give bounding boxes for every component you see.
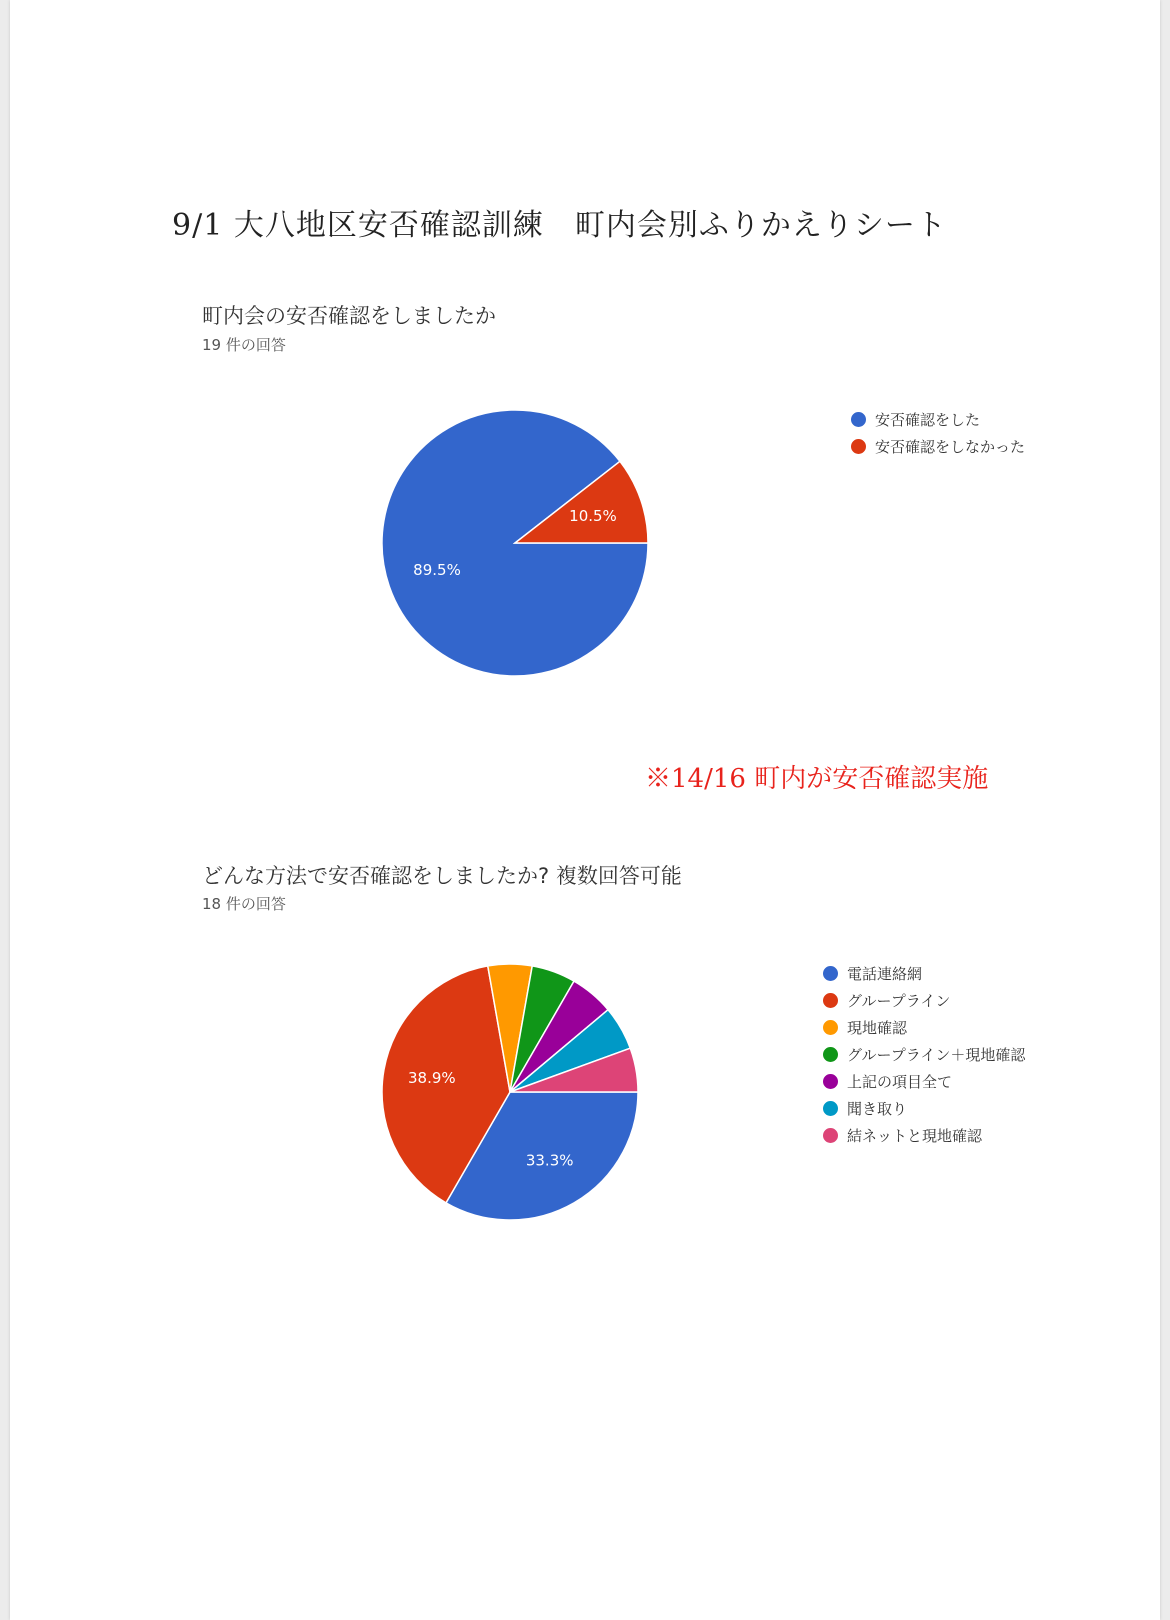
chart1-pie	[382, 410, 648, 676]
chart1-response-count: 19 件の回答	[202, 336, 286, 354]
legend-swatch-icon	[823, 1047, 838, 1062]
chart2-pie	[382, 964, 638, 1220]
chart2-legend-item	[823, 1122, 1025, 1149]
legend-swatch-icon	[823, 993, 838, 1008]
chart2-title: どんな方法で安否確認をしましたか? 複数回答可能	[202, 864, 682, 888]
chart1-legend-item	[851, 406, 1025, 433]
chart1-legend	[851, 406, 1025, 460]
chart2-legend-item	[823, 1068, 1025, 1095]
chart1-slice-label-0: 89.5%	[413, 560, 461, 579]
chart2-legend	[823, 960, 1025, 1149]
chart2-legend-label: 上記の項目全て	[847, 1073, 953, 1091]
legend-swatch-icon	[851, 439, 866, 454]
chart2-legend-item	[823, 1041, 1025, 1068]
chart2-legend-label: 電話連絡網	[847, 965, 923, 983]
chart2-slice-label-0: 33.3%	[525, 1151, 574, 1170]
legend-swatch-icon	[823, 1128, 838, 1143]
chart2-legend-label: 現地確認	[847, 1019, 908, 1037]
chart2-legend-item	[823, 960, 1025, 987]
legend-swatch-icon	[823, 1101, 838, 1116]
chart1-legend-label: 安否確認をしなかった	[875, 438, 1026, 456]
chart2-legend-item	[823, 1095, 1025, 1122]
chart2-response-count: 18 件の回答	[202, 895, 286, 913]
legend-swatch-icon	[823, 1074, 838, 1089]
legend-swatch-icon	[823, 966, 838, 981]
chart1-legend-label: 安否確認をした	[875, 411, 981, 429]
document-title: 9/1 大八地区安否確認訓練 町内会別ふりかえりシート	[172, 208, 947, 243]
summary-note: ※14/16 町内が安否確認実施	[645, 764, 989, 794]
chart2-legend-label: 聞き取り	[847, 1100, 908, 1118]
legend-swatch-icon	[823, 1020, 838, 1035]
chart2-legend-item	[823, 987, 1025, 1014]
chart2-legend-label: グループライン	[847, 992, 951, 1010]
legend-swatch-icon	[851, 412, 866, 427]
chart2-slice-label-1: 38.9%	[408, 1069, 456, 1088]
chart2-legend-label: グループライン＋現地確認	[847, 1046, 1026, 1064]
chart1-title: 町内会の安否確認をしましたか	[202, 304, 496, 328]
chart2-legend-label: 結ネットと現地確認	[847, 1127, 983, 1145]
chart1-legend-item	[851, 433, 1025, 460]
chart2-legend-item	[823, 1014, 1025, 1041]
document-page	[10, 0, 1160, 1620]
chart1-slice-label-1: 10.5%	[569, 507, 617, 526]
